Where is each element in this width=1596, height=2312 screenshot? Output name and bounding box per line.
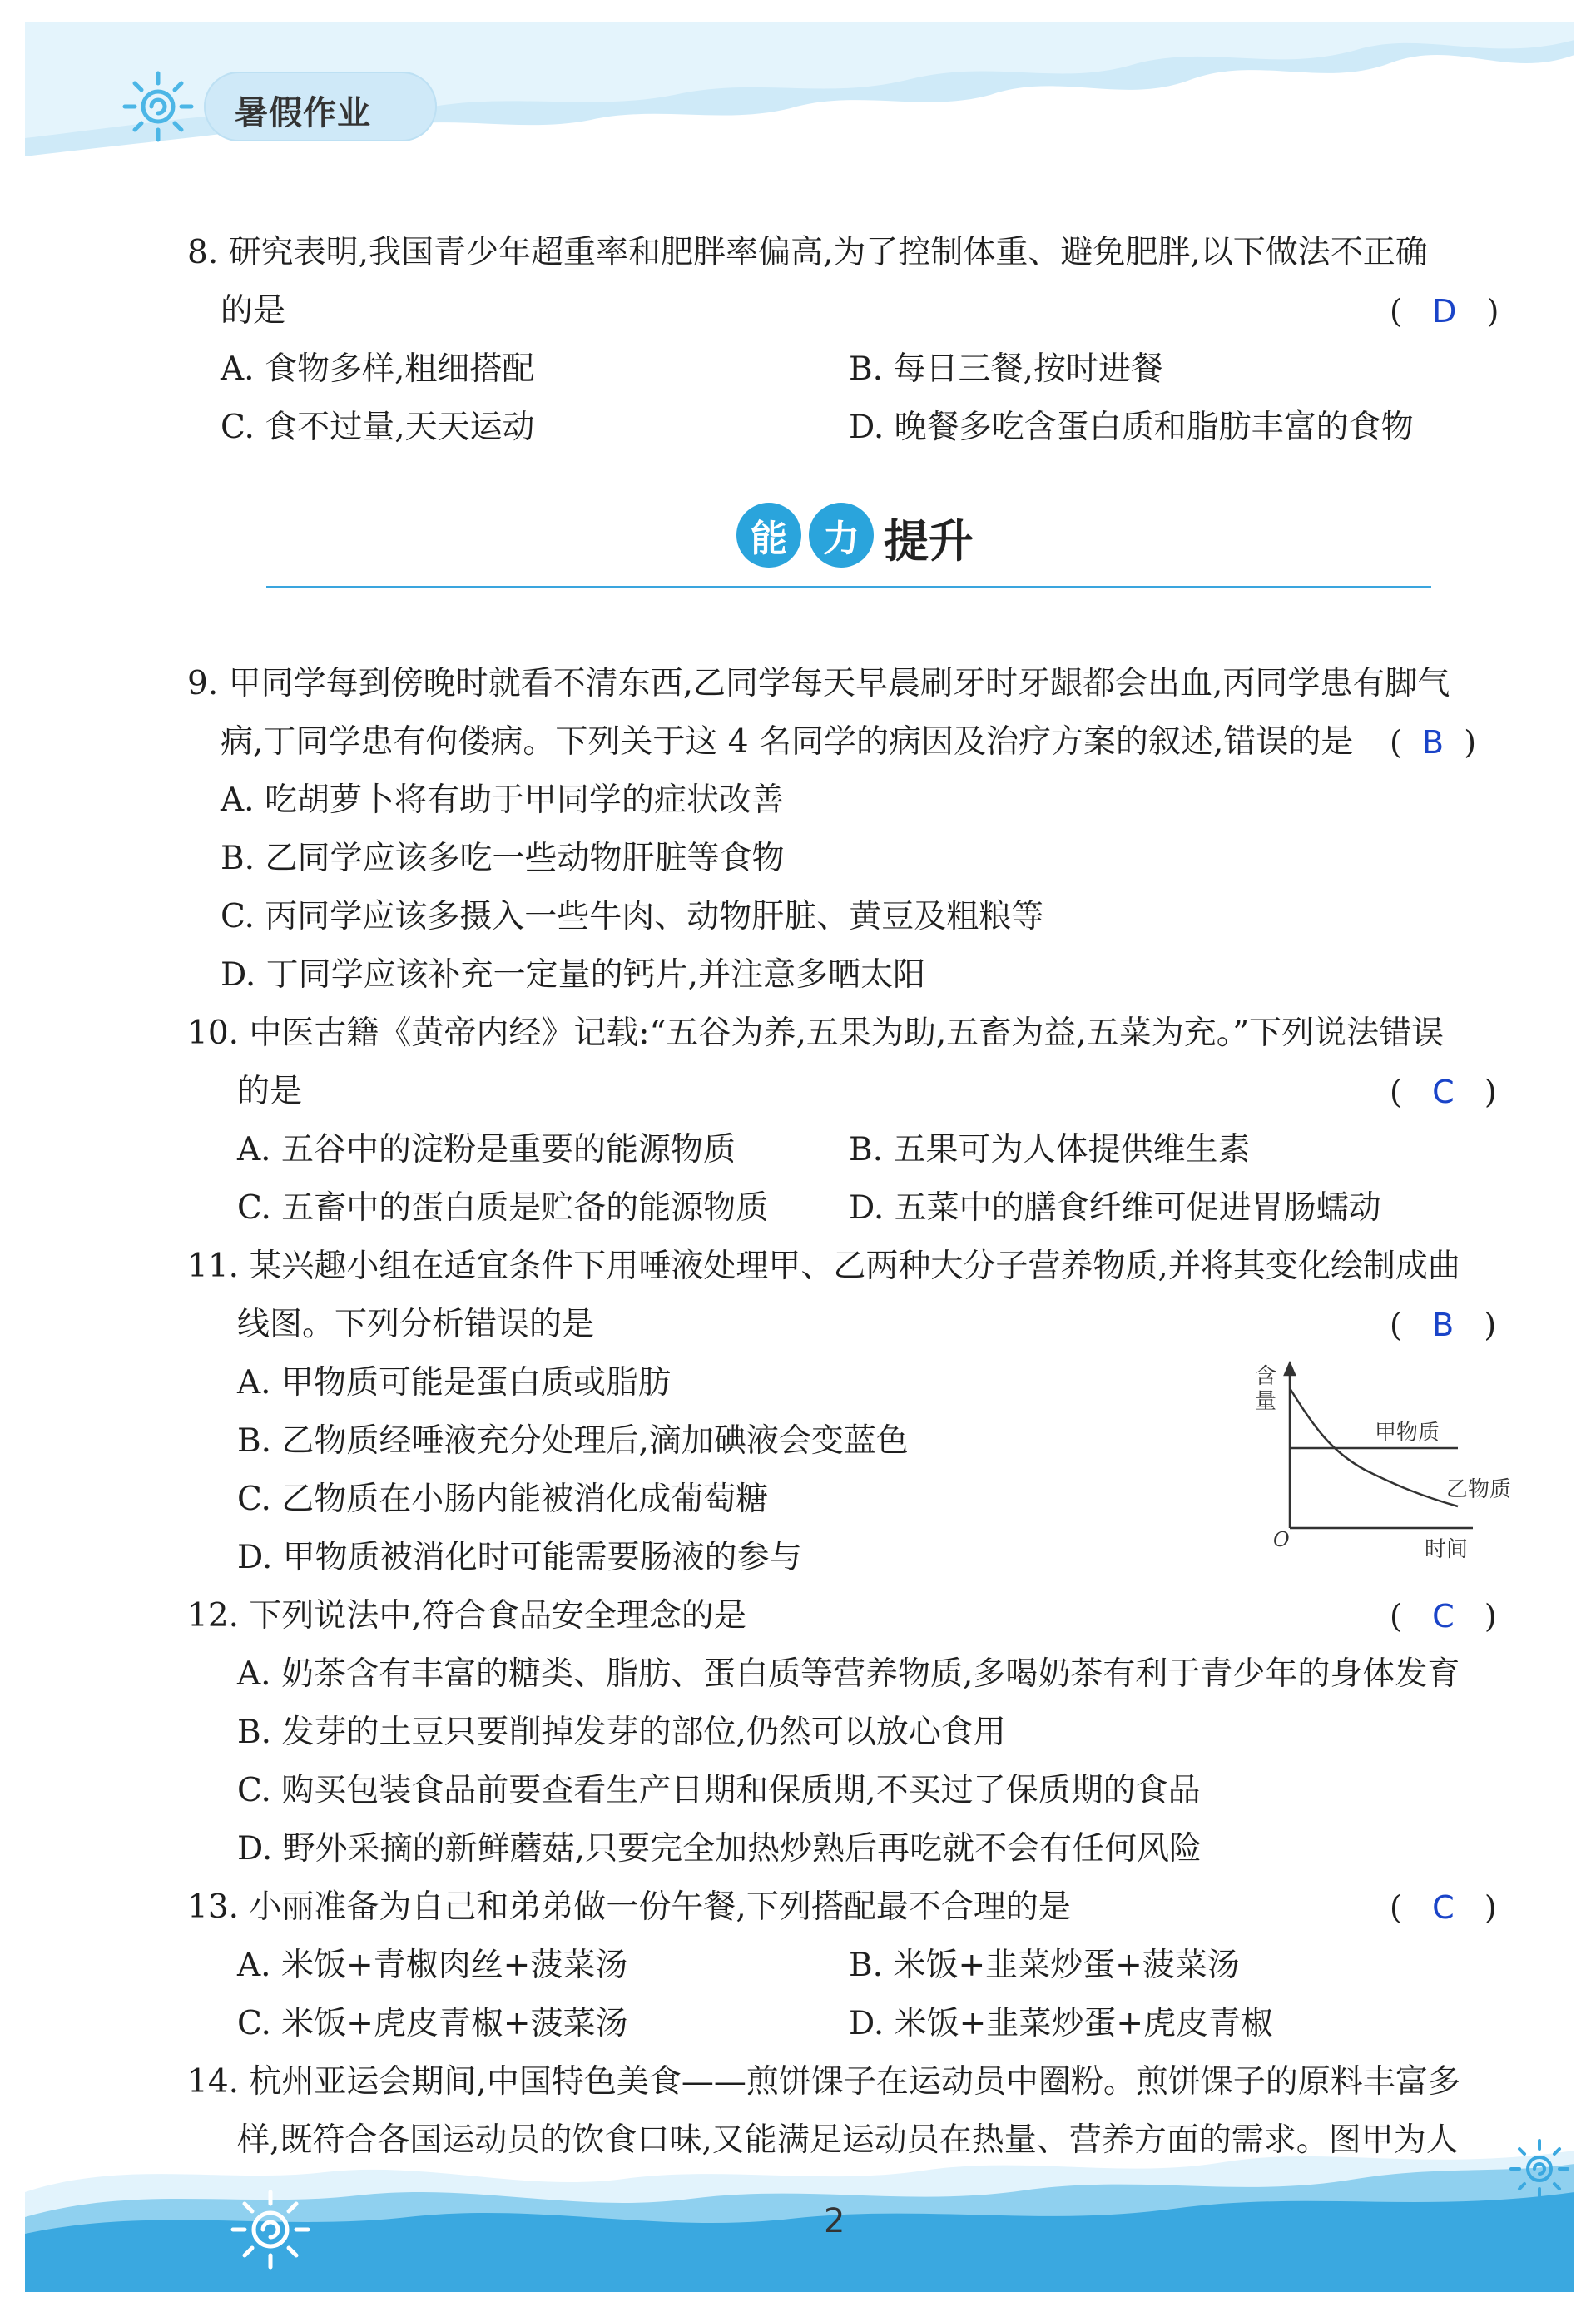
q10-option-c: C. 五畜中的蛋白质是贮备的能源物质 bbox=[237, 1189, 769, 1227]
q8-answer-bracket: ( D ) bbox=[1390, 293, 1499, 330]
q13-option-b: B. 米饭+韭菜炒蛋+菠菜汤 bbox=[849, 1947, 1240, 1984]
q12-answer: C bbox=[1432, 1598, 1455, 1635]
q10-answer-bracket: ( C ) bbox=[1390, 1074, 1497, 1110]
q8-option-d: D. 晚餐多吃含蛋白质和脂肪丰富的食物 bbox=[849, 409, 1414, 446]
graph-ylabel-2: 量 bbox=[1255, 1389, 1277, 1414]
q12-option-c: C. 购买包装食品前要查看生产日期和保质期,不买过了保质期的食品 bbox=[237, 1772, 1201, 1809]
graph-origin: O bbox=[1273, 1528, 1290, 1551]
q11-option-d: D. 甲物质被消化时可能需要肠液的参与 bbox=[237, 1539, 802, 1576]
section-title-text: 提升 bbox=[884, 515, 974, 568]
q12-option-b: B. 发芽的土豆只要削掉发芽的部位,仍然可以放心食用 bbox=[237, 1714, 1006, 1751]
q13-answer: C bbox=[1432, 1889, 1455, 1926]
section-badge-2: 力 bbox=[809, 503, 874, 568]
graph-xlabel: 时间 bbox=[1425, 1537, 1469, 1562]
q10-stem-line1: 10. 中医古籍《黄帝内经》记载:“五谷为养,五果为助,五畜为益,五菜为充。”下列说法错误 bbox=[187, 1015, 1445, 1052]
sun-icon bbox=[116, 65, 200, 148]
q10-option-d: D. 五菜中的膳食纤维可促进胃肠蠕动 bbox=[849, 1189, 1381, 1227]
section-badge-1: 能 bbox=[736, 503, 801, 568]
q13-answer-bracket: ( C ) bbox=[1390, 1889, 1497, 1926]
q11-option-b: B. 乙物质经唾液充分处理后,滴加碘液会变蓝色 bbox=[237, 1422, 909, 1460]
q9-option-a: A. 吃胡萝卜将有助于甲同学的症状改善 bbox=[221, 781, 784, 819]
q12-option-d: D. 野外采摘的新鲜蘑菇,只要完全加热炒熟后再吃就不会有任何风险 bbox=[237, 1830, 1202, 1868]
header-tag-text: 暑假作业 bbox=[235, 94, 371, 132]
q11-content-time-graph bbox=[1240, 1353, 1523, 1570]
graph-y-arrow bbox=[1285, 1363, 1295, 1375]
q14-stem-line1: 14. 杭州亚运会期间,中国特色美食——煎饼馃子在运动员中圈粉。煎饼馃子的原料丰富多 bbox=[187, 2063, 1460, 2101]
graph-ylabel-1: 含 bbox=[1255, 1364, 1277, 1389]
q10-option-a: A. 五谷中的淀粉是重要的能源物质 bbox=[237, 1131, 736, 1168]
q11-option-a: A. 甲物质可能是蛋白质或脂肪 bbox=[237, 1364, 671, 1402]
q11-answer: B bbox=[1432, 1307, 1455, 1343]
page-number: 2 bbox=[824, 2202, 845, 2240]
q9-stem-line2: 病,丁同学患有佝偻病。下列关于这 4 名同学的病因及治疗方案的叙述,错误的是 bbox=[221, 723, 1354, 761]
graph-series-jia-label: 甲物质 bbox=[1375, 1421, 1440, 1446]
q13-option-c: C. 米饭+虎皮青椒+菠菜汤 bbox=[237, 2005, 628, 2042]
q8-option-c: C. 食不过量,天天运动 bbox=[221, 409, 535, 446]
q8-stem-line2: 的是 bbox=[221, 292, 286, 330]
q13-stem: 13. 小丽准备为自己和弟弟做一份午餐,下列搭配最不合理的是 bbox=[187, 1888, 1071, 1926]
q9-option-d: D. 丁同学应该补充一定量的钙片,并注意多晒太阳 bbox=[221, 956, 926, 994]
graph-series-yi-label: 乙物质 bbox=[1446, 1477, 1512, 1502]
q11-stem-line1: 11. 某兴趣小组在适宜条件下用唾液处理甲、乙两种大分子营养物质,并将其变化绘制成曲 bbox=[187, 1248, 1460, 1285]
q8-stem-line1: 8. 研究表明,我国青少年超重率和肥胖率偏高,为了控制体重、避免肥胖,以下做法不正确 bbox=[187, 234, 1428, 271]
sun-icon bbox=[225, 2184, 316, 2275]
q11-stem-line2: 线图。下列分析错误的是 bbox=[237, 1306, 595, 1343]
q12-answer-bracket: ( C ) bbox=[1390, 1598, 1497, 1635]
sun-icon bbox=[1506, 2136, 1573, 2202]
q11-option-c: C. 乙物质在小肠内能被消化成葡萄糖 bbox=[237, 1481, 769, 1518]
q8-option-b: B. 每日三餐,按时进餐 bbox=[849, 350, 1163, 388]
q9-option-c: C. 丙同学应该多摄入一些牛肉、动物肝脏、黄豆及粗粮等 bbox=[221, 898, 1044, 935]
q12-stem: 12. 下列说法中,符合食品安全理念的是 bbox=[187, 1597, 746, 1635]
workbook-page bbox=[25, 22, 1574, 2292]
section-rule bbox=[266, 586, 1431, 588]
q9-answer: B bbox=[1421, 724, 1445, 761]
q14-stem-line2: 样,既符合各国运动员的饮食口味,又能满足运动员在热量、营养方面的需求。图甲为人 bbox=[237, 2121, 1459, 2159]
q8-option-a: A. 食物多样,粗细搭配 bbox=[221, 350, 535, 388]
q9-answer-bracket: ( B ) bbox=[1390, 724, 1477, 761]
q10-option-b: B. 五果可为人体提供维生素 bbox=[849, 1131, 1251, 1168]
q8-answer: D bbox=[1432, 293, 1457, 330]
q9-stem-line1: 9. 甲同学每到傍晚时就看不清东西,乙同学每天早晨刷牙时牙龈都会出血,丙同学患有脚气 bbox=[187, 665, 1450, 702]
q11-answer-bracket: ( B ) bbox=[1390, 1307, 1497, 1343]
q13-option-d: D. 米饭+韭菜炒蛋+虎皮青椒 bbox=[849, 2005, 1274, 2042]
q10-stem-line2: 的是 bbox=[237, 1073, 303, 1110]
q10-answer: C bbox=[1432, 1074, 1455, 1110]
q12-option-a: A. 奶茶含有丰富的糖类、脂肪、蛋白质等营养物质,多喝奶茶有利于青少年的身体发育 bbox=[237, 1655, 1460, 1693]
q13-option-a: A. 米饭+青椒肉丝+菠菜汤 bbox=[237, 1947, 628, 1984]
q9-option-b: B. 乙同学应该多吃一些动物肝脏等食物 bbox=[221, 840, 785, 877]
